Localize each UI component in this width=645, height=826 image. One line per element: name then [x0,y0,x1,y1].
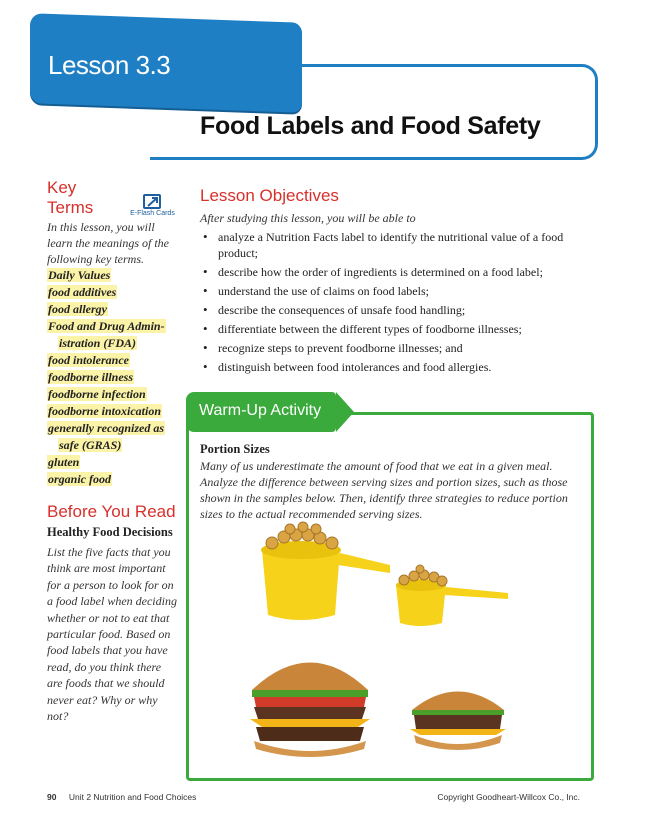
key-term[interactable]: foodborne infection [48,387,146,401]
key-terms-heading: Key Terms [47,178,94,217]
key-terms-list [47,267,177,488]
warmup-heading: Warm-Up Activity [199,402,322,419]
key-term[interactable]: food allergy [48,302,107,316]
small-measuring-cup [396,565,508,626]
large-burger [250,663,370,758]
portion-sizes-photo [240,515,570,775]
objectives-intro: After studying this lesson, you will be able to [200,211,416,225]
objective-item: • describe how the order of ingredients is determined on a food label; [200,264,595,280]
external-link-icon [143,194,161,209]
copyright: Copyright Goodheart-Willcox Co., Inc. [437,792,580,802]
key-term[interactable]: istration (FDA) [59,336,137,350]
key-term[interactable]: organic food [48,472,111,486]
objective-item: • analyze a Nutrition Facts label to identify the nutritional value of a food product; [200,229,595,261]
key-term[interactable]: safe (GRAS) [59,438,122,452]
objectives-list [200,229,595,375]
objective-item: • recognize steps to prevent foodborne illnesses; and [200,340,595,356]
key-terms-intro: In this lesson, you will learn the meanings of the following key terms. [47,220,169,266]
before-you-read-heading: Before You Read [47,502,176,521]
sidebar [47,178,177,724]
key-term[interactable]: food additives [48,285,117,299]
eflash-label: E-Flash Cards [130,210,175,217]
before-you-read-text: List the five facts that you think are most important for a person to look for on a food label when deciding whether or not to eat that particular food. Based on food labels that you have read, do you think there are foods that we should never eat? Why or why not? [47,545,177,724]
small-burger [410,692,506,751]
lesson-label: Lesson 3.3 [48,50,171,80]
objective-item: • distinguish between food intolerances and food allergies. [200,359,595,375]
key-term[interactable]: food intolerance [48,353,129,367]
before-you-read-subheading: Healthy Food Decisions [47,525,173,539]
page-title: Food Labels and Food Safety [200,112,541,140]
objective-item: • describe the consequences of unsafe food handling; [200,302,595,318]
page-number: 90 [47,792,57,802]
key-term[interactable]: Food and Drug Admin- [48,319,165,333]
footer [47,792,580,802]
eflash-cards-link[interactable] [130,194,177,220]
objectives-heading: Lesson Objectives [200,186,339,205]
key-term[interactable]: generally recognized as [48,421,164,435]
key-term[interactable]: Daily Values [48,268,111,282]
warmup-body [200,442,585,522]
objective-item: • differentiate between the different types of foodborne illnesses; [200,321,595,337]
large-measuring-cup [261,522,390,620]
key-term[interactable]: foodborne intoxication [48,404,162,418]
warmup-text: Many of us underestimate the amount of food that we eat in a given meal. Analyze the difference between serving sizes and portion sizes, such as those shown in the samples below. Then, identify three strategies to reduce portion sizes to the actual recommended serving sizes. [200,459,568,521]
lesson-objectives [200,186,595,378]
key-term[interactable]: foodborne illness [48,370,134,384]
key-term[interactable]: gluten [48,455,80,469]
unit-label: Unit 2 Nutrition and Food Choices [68,792,197,802]
warmup-subheading: Portion Sizes [200,442,270,456]
objective-item: • understand the use of claims on food labels; [200,283,595,299]
